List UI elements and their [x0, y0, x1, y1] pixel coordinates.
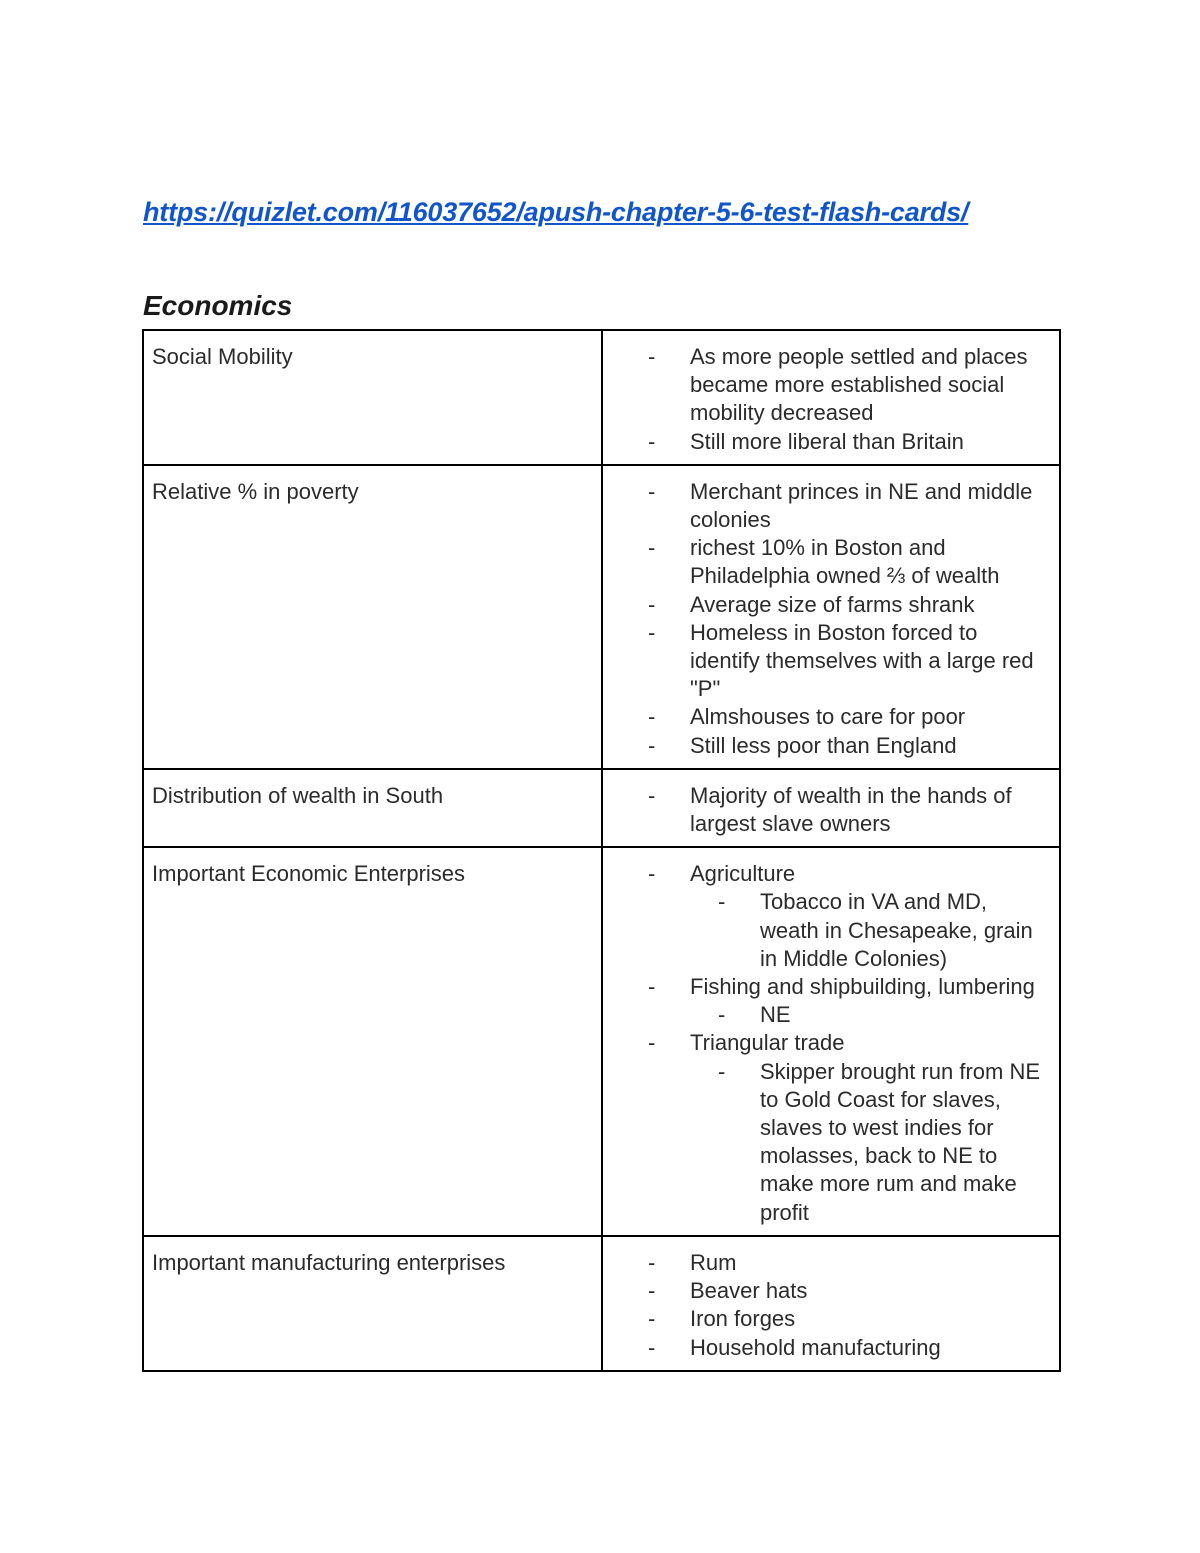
topic-cell: Distribution of wealth in South — [143, 769, 602, 847]
list-item — [648, 1334, 1051, 1362]
list-item — [648, 428, 1051, 456]
table-row — [143, 465, 1060, 769]
economics-table — [142, 329, 1061, 1372]
list-item-text: Household manufacturing — [690, 1334, 941, 1360]
sub-list-item: - Tobacco in VA and MD, weath in Chesapeake, grain in Middle Colonies) — [718, 888, 1051, 973]
list-item-text: Triangular trade — [690, 1030, 845, 1056]
details-cell — [602, 847, 1060, 1236]
list-item-text: Still more liberal than Britain — [690, 428, 964, 454]
list-item-text: As more people settled and places became more established social mobility decreased — [690, 344, 1028, 426]
bullet-list — [611, 782, 1051, 838]
list-item-text: Still less poor than England — [690, 732, 957, 758]
list-item-text: Rum — [690, 1249, 737, 1275]
table-row — [143, 1236, 1060, 1371]
list-item — [648, 782, 1051, 838]
details-cell — [602, 330, 1060, 465]
sub-bullet-list — [690, 1001, 1051, 1029]
topic-cell: Social Mobility — [143, 330, 602, 465]
economics-table-body — [143, 330, 1060, 1371]
bullet-list — [611, 478, 1051, 760]
list-item-text: Beaver hats — [690, 1278, 808, 1304]
list-item-text: Homeless in Boston forced to identify themselves with a large red "P" — [690, 619, 1034, 702]
sub-list-item: - Skipper brought run from NE to Gold Coast for slaves, slaves to west indies for molasses, back to NE to make more rum and make profit — [718, 1058, 1051, 1227]
list-item-text: Majority of wealth in the hands of largest slave owners — [690, 782, 1012, 837]
list-item — [648, 619, 1051, 704]
bullet-list — [611, 1249, 1051, 1362]
sub-bullet-list — [690, 888, 1051, 973]
quizlet-link[interactable]: https://quizlet.com/116037652/apush-chapter-5-6-test-flash-cards/ — [143, 197, 969, 227]
list-item — [648, 973, 1051, 1029]
table-row — [143, 330, 1060, 465]
sub-bullet-list — [690, 1058, 1051, 1227]
topic-cell: Important manufacturing enterprises — [143, 1236, 602, 1371]
bullet-list — [611, 860, 1051, 1227]
section-heading: Economics — [143, 290, 293, 321]
list-item-text: richest 10% in Boston and Philadelphia owned ⅔ of wealth — [690, 535, 1000, 589]
bullet-list — [611, 343, 1051, 456]
details-cell — [602, 1236, 1060, 1371]
topic-cell: Relative % in poverty — [143, 465, 602, 769]
list-item — [648, 1277, 1051, 1305]
table-row — [143, 847, 1060, 1236]
list-item — [648, 534, 1051, 590]
list-item-text: Average size of farms shrank — [690, 591, 975, 617]
sub-list-item: - NE — [718, 1001, 1051, 1029]
list-item — [648, 860, 1051, 973]
list-item-text: Iron forges — [690, 1306, 796, 1332]
list-item — [648, 1029, 1051, 1226]
details-cell — [602, 465, 1060, 769]
list-item — [648, 1305, 1051, 1333]
list-item — [648, 343, 1051, 428]
topic-cell: Important Economic Enterprises — [143, 847, 602, 1236]
details-cell — [602, 769, 1060, 847]
list-item-text: Merchant princes in NE and middle colonies — [690, 478, 1033, 533]
table-row — [143, 769, 1060, 847]
list-item — [648, 1249, 1051, 1277]
list-item-text: Agriculture — [690, 861, 796, 887]
list-item — [648, 732, 1051, 760]
list-item — [648, 478, 1051, 534]
list-item-text: Fishing and shipbuilding, lumbering — [690, 974, 1035, 1000]
list-item-text: Almshouses to care for poor — [690, 704, 966, 730]
list-item — [648, 591, 1051, 619]
list-item — [648, 703, 1051, 731]
